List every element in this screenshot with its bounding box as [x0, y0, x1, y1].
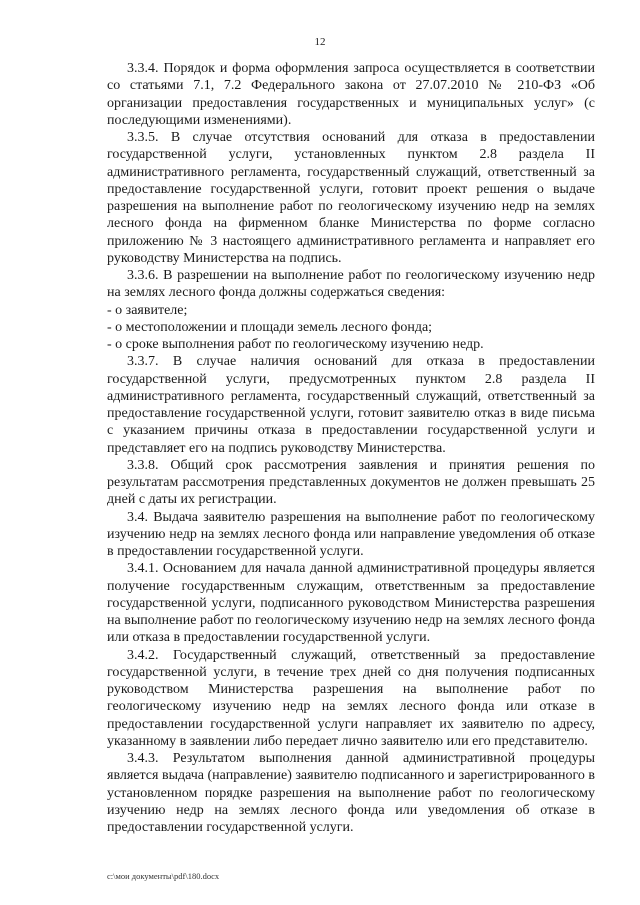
paragraph-3-3-7: 3.3.7. В случае наличия оснований для отказа в предоставлении государственной услуги, предусмотренных пунктом 2.8 раздела II административного регламента, государственный служащий, ответственный за предоставление государственной услуги, готовит заявителю отказ в виде письма с указанием причины отказа в предоставлении государственной услуги и представляет его на подпись руководству Министерства.: [107, 354, 595, 456]
list-item: - о сроке выполнения работ по геологическому изучению недр.: [107, 337, 484, 352]
paragraph-3-3-4: 3.3.4. Порядок и форма оформления запроса осуществляется в соответствии со статьями 7.1, 7.2 Федерального закона от 27.07.2010 № 210-ФЗ «Об организации предоставления государственных и муниципальных услуг» (с последующими изменениями).: [107, 61, 595, 128]
document-body: [107, 60, 595, 836]
page-number: 12: [314, 36, 326, 48]
paragraph-3-4: 3.4. Выдача заявителю разрешения на выполнение работ по геологическому изучению недр на землях лесного фонда или направление уведомления об отказе в предоставлении государственной услуги.: [107, 509, 595, 559]
paragraph-3-3-6: 3.3.6. В разрешении на выполнение работ по геологическому изучению недр на землях лесного фонда должны содержаться сведения:: [107, 268, 595, 301]
paragraph-3-3-8: 3.3.8. Общий срок рассмотрения заявления и принятия решения по результатам рассмотрения представленных документов не должен превышать 25 дней с даты их регистрации.: [107, 457, 595, 508]
paragraph-3-4-3: 3.4.3. Результатом выполнения данной административной процедуры является выдача (направление) заявителю подписанного и зарегистрированного в установленном порядке разрешения на выполнение работ по геологическому изучению недр на землях лесного фонда или уведомления об отказе в предоставлении государственной услуги.: [107, 751, 595, 835]
list-item: - о местоположении и площади земель лесного фонда;: [107, 319, 433, 335]
paragraph-3-4-1: 3.4.1. Основанием для начала данной административной процедуры является получение государственным служащим, ответственным за предоставление государственной услуги, подписанного руководством Министерства разрешения на выполнение работ по геологическому изучению недр на землях лесного фонда или отказа в предоставлении государственной услуги.: [107, 561, 595, 646]
footer-file-path: c:\мои документы\pdf\180.docx: [107, 871, 220, 881]
list-item: - о заявителе;: [107, 302, 188, 318]
paragraph-3-4-2: 3.4.2. Государственный служащий, ответственный за предоставление государственной услуги, в течение трех дней со дня получения подписанных руководством Министерства разрешения на выполнение работ по геологическому изучению недр на землях лесного фонда или отказе в предоставлении государственной услуги направляет их заявителю по адресу, указанному в заявлении либо передает лично заявителю или его представителю.: [107, 647, 595, 749]
paragraph-3-3-5: 3.3.5. В случае отсутствия оснований для отказа в предоставлении государственной услуги, установленных пунктом 2.8 раздела II административного регламента, государственный служащий, ответственный за предоставление государственной услуги, готовит проект решения о выдаче разрешения на выполнение работ по геологическому изучению недр на землях лесного фонда на фирменном бланке Министерства по форме согласно приложению № 3 настоящего административного регламента и направляет его руководству Министерства на подпись.: [107, 130, 595, 266]
